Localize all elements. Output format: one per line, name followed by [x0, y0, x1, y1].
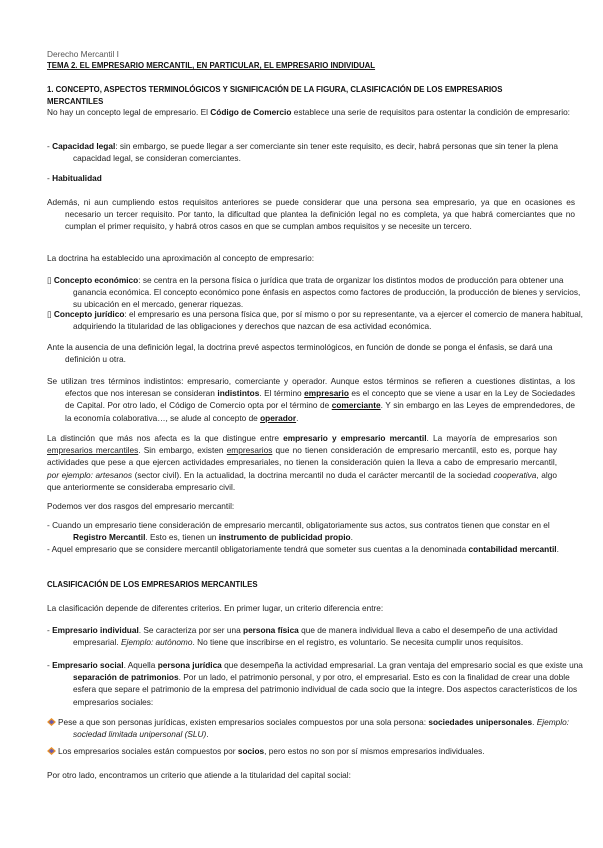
paragraph-clasificacion: La clasificación depende de diferentes criterios. En primer lugar, un criterio diferencia entre: [47, 603, 384, 613]
empresario-individual: - Empresario individual. Se caracteriza por ser una persona física que de manera individual lleva a cabo el desempeño de una actividad empresarial. Ejemplo: autónomo. No tiene que inscribirse en el registro, es voluntario. Se necesita cumplir unos requisitos. [47, 625, 558, 648]
paragraph-ademas: Además, ni aun cumpliendo estos requisitos anteriores se puede considerar que una persona sea empresario, ya que en ocasiones es necesario un tercer requisito. Por tanto, la dificultad que plantea la definición legal no es completa, ya que habrá comerciantes que no cumplan el primer requisito, y habrá otros casos en que se cumplan ambos requisitos y se necesite un tercero. [47, 197, 575, 232]
paragraph-rasgos: Podemos ver dos rasgos del empresario mercantil: [47, 501, 235, 511]
intro-paragraph: No hay un concepto legal de empresario. El Código de Comercio establece una serie de requisitos para ostentar la condición de empresario: [47, 107, 570, 117]
requirement-capacidad: - Capacidad legal: sin embargo, se puede llegar a ser comerciante sin tener este requisito, es decir, habrá personas que sin tener la plena capacidad legal, se consideran comerciantes. [47, 141, 559, 164]
paragraph-terminos: Se utilizan tres términos indistintos: empresario, comerciante y operador. Aunque estos términos se refieren a cuestiones distintas, a los efectos que nos interesan se consideran indistintos. El término empresario es el concepto que se viene a usar en la Ley de Sociedades de Capital. Por otro lado, el Código de Comercio opta por el término de comerciante. Y sin embargo en las Leyes de emprendedores, de la economía colaborativa…, se alude al concepto de operador. [47, 376, 575, 423]
course-name: Derecho Mercantil I [47, 49, 119, 59]
bullet-socios: Los empresarios sociales están compuestos por socios, pero estos no son por sí mismos empresarios individuales. [47, 745, 583, 757]
paragraph-ausencia: Ante la ausencia de una definición legal, la doctrina prevé aspectos terminológicos, en función de donde se ponga el énfasis, se dará una definición u otra. [47, 342, 553, 365]
rasgo-registro: - Cuando un empresario tiene consideración de empresario mercantil, obligatoriamente sus actos, sus contratos tienen que constar en el Registro Mercantil. Esto es, tienen un instrumento de publicidad propio. [47, 520, 550, 543]
paragraph-doctrina: La doctrina ha establecido una aproximación al concepto de empresario: [47, 253, 315, 263]
empresario-social: - Empresario social. Aquella persona jurídica que desempeña la actividad empresarial. La gran ventaja del empresario social es que existe una separación de patrimonios. Por un lado, el patrimonio personal, y por otro, el empresarial. Esto es con la finalidad de crear una doble esfera que separe el patrimonio de la empresa del patrimonio individual de cada socio que la integre. Dos aspectos característicos de los empresarios sociales: [47, 660, 583, 707]
diamond-bullet-icon [47, 747, 56, 755]
topic-title: TEMA 2. EL EMPRESARIO MERCANTIL, EN PARTICULAR, EL EMPRESARIO INDIVIDUAL [47, 61, 376, 70]
bullet-unipersonales: Pese a que son personas jurídicas, existen empresarios sociales compuestos por una sola persona: sociedades unipersonales. Ejemplo: sociedad limitada unipersonal (SLU). [47, 716, 583, 740]
paragraph-distincion: La distinción que más nos afecta es la que distingue entre empresario y empresario mercantil. La mayoría de empresarios son empresarios mercantiles. Sin embargo, existen empresarios que no tienen consideración de empresario mercantil, esto es, porque hay actividades que pese a que ejercen actividades empresariales, no tienen la consideración quien la lleva a cabo de empresario mercantil, por ejemplo: artesanos (sector civil). En la actualidad, la doctrina mercantil no duda el carácter mercantil de la sociedad cooperativa, algo que anteriormente se consideraba empresario civil. [47, 433, 558, 492]
paragraph-final: Por otro lado, encontramos un criterio que atiende a la titularidad del capital social: [47, 770, 351, 780]
diamond-bullet-icon [47, 718, 56, 726]
requirement-habitualidad: - Habitualidad [47, 173, 102, 183]
section-2-title: CLASIFICACIÓN DE LOS EMPRESARIOS MERCANTILES [47, 580, 258, 589]
concept-economico: ▯ Concepto económico: se centra en la persona física o jurídica que trata de organizar los distintos modos de producción para obtener una ganancia económica. El concepto económico pone énfasis en aspectos como factores de producción, la producción de bienes y servicios, su ubicación en el mercado, generar riquezas. [47, 275, 581, 310]
section-1-title: 1. CONCEPTO, ASPECTOS TERMINOLÓGICOS Y SIGNIFICACIÓN DE LA FIGURA, CLASIFICACIÓN DE LOS EMPRESARIOS MERCANTILES [47, 85, 503, 107]
rasgo-contabilidad: - Aquel empresario que se considere mercantil obligatoriamente tendrá que someter sus cuentas a la denominada contabilidad mercantil. [47, 544, 559, 554]
concept-juridico: ▯ Concepto jurídico: el empresario es una persona física que, por sí mismo o por su representante, va a ejercer el comercio de manera habitual, adquiriendo la titularidad de las obligaciones y derechos que nazcan de esa actividad económica. [47, 309, 583, 332]
diamond-bullet-icon: ▯ [47, 309, 54, 319]
diamond-bullet-icon: ▯ [47, 275, 54, 285]
